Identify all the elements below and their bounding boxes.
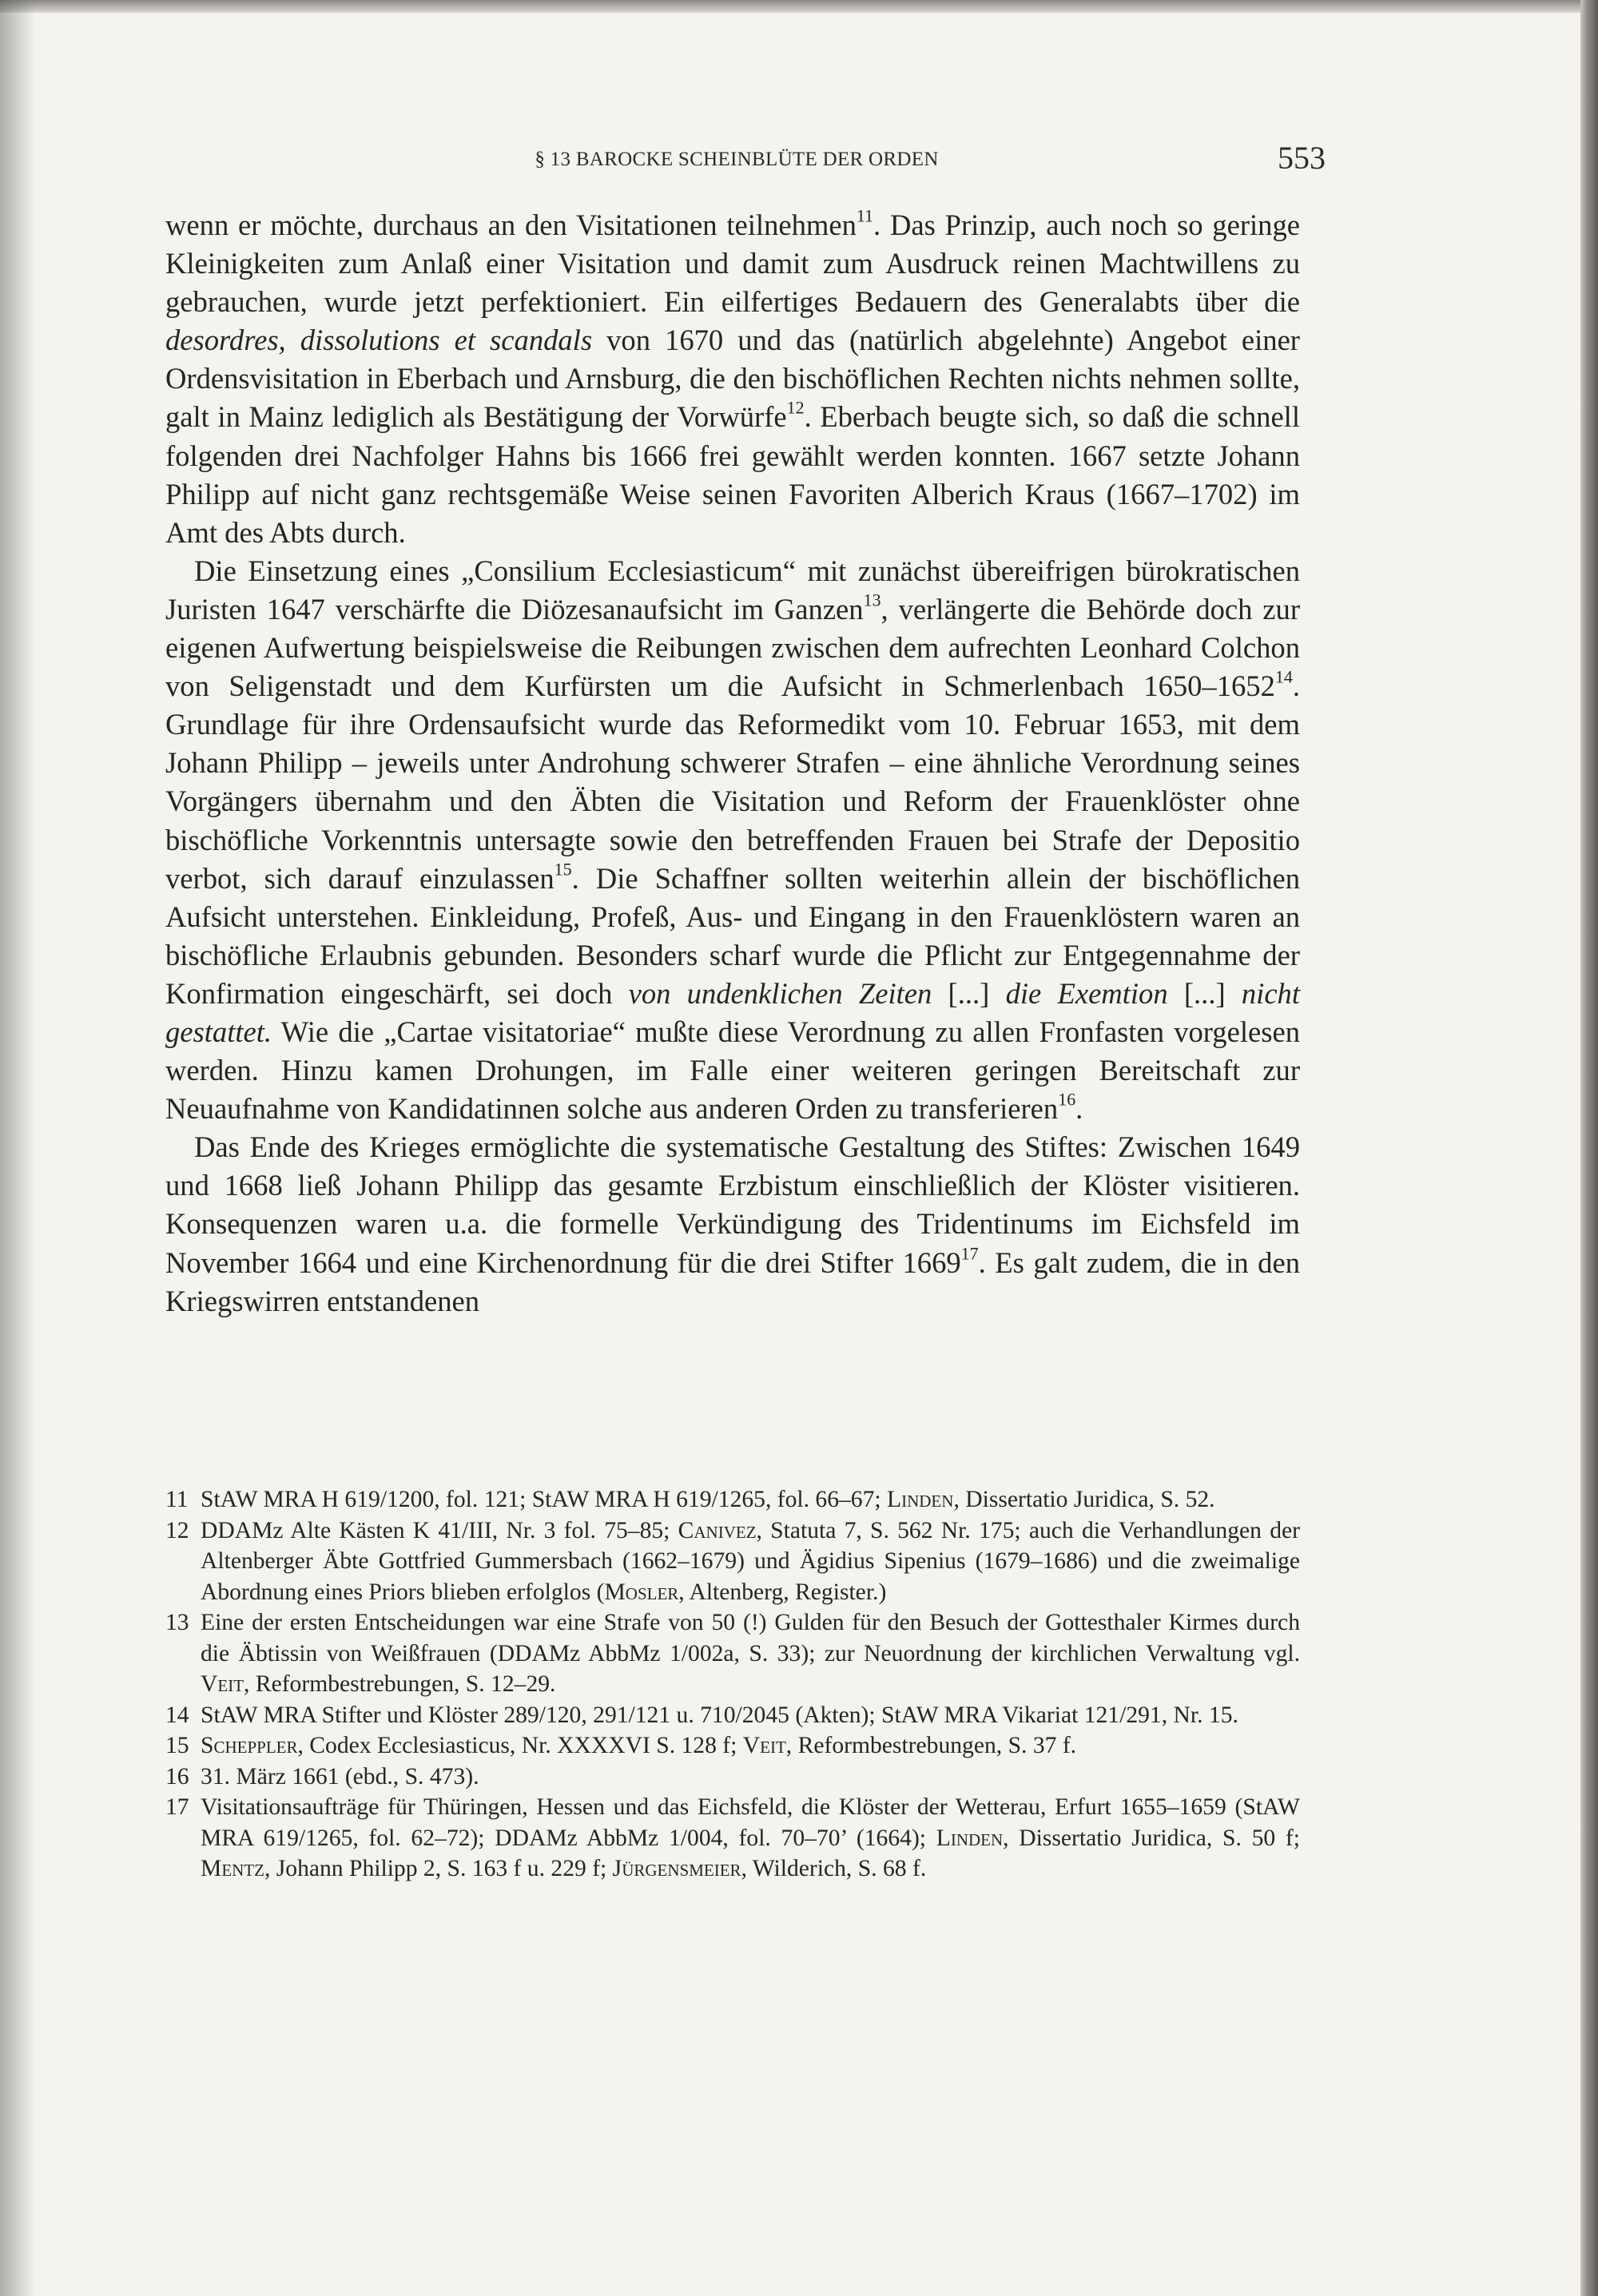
page-top-shadow [0, 0, 1580, 13]
footnote [165, 1700, 1300, 1731]
italic-quote: von undenklichen Zeiten [628, 976, 932, 1010]
footnote-number: 17 [165, 1794, 189, 1820]
footnote-reference: 15 [554, 859, 572, 880]
footnote-text: Scheppler, Codex Ecclesiasticus, Nr. XXXXVI S. 128 f; Veit, Reformbestrebungen, S. 37 f. [201, 1733, 1077, 1758]
body-text [165, 206, 1300, 1321]
footnote-text: DDAMz Alte Kästen K 41/III, Nr. 3 fol. 75–85; Canivez, Statuta 7, S. 562 Nr. 175; auch die Verhandlungen der Altenberger Äbte Gottfried Gummersbach (1662–1679) und Ägidius Sipenius (1679–1686) und die zweimalige Abordnung eines Priors blieben erfolglos (Mosler, Altenberg, Register.) [201, 1517, 1300, 1605]
footnote [165, 1484, 1300, 1515]
footnote-reference: 16 [1058, 1089, 1076, 1110]
author-name: Linden [887, 1487, 954, 1512]
footnote-number: 14 [165, 1702, 189, 1728]
footnote [165, 1792, 1300, 1885]
footnote-reference: 12 [786, 398, 805, 418]
spine-shadow [0, 0, 35, 2296]
footnote [165, 1762, 1300, 1793]
body-paragraph: wenn er möchte, durchaus an den Visitationen teilnehmen$^{11}$. Das Prinzip, auch noch so geringe Kleinigkeiten zum Anlaß einer Visitation und damit zum Ausdruck reinen Machtwillens zu gebrauchen, wurde jetzt perfektioniert. Ein eilfertiges Bedauern des Generalabts über die desordres, dissolutions et scandals von 1670 und das (natürlich abgelehnte) Angebot einer Ordensvisitation in Eberbach und Arnsburg, die den bischöflichen Rechten nichts nehmen sollte, galt in Mainz lediglich als Bestätigung der Vorwürfe$^{12}$. Eberbach beugte sich, so daß die schnell folgenden drei Nachfolger Hahns bis 1666 frei gewählt werden konnten. 1667 setzte Johann Philipp auf nicht ganz rechtsgemäße Weise seinen Favoriten Alberich Kraus (1667–1702) im Amt des Abts durch. [165, 205, 1301, 549]
footnote-text: StAW MRA Stifter und Klöster 289/120, 291/121 u. 710/2045 (Akten); StAW MRA Vikariat 121/291, Nr. 15. [201, 1702, 1238, 1728]
author-name: Scheppler [201, 1733, 298, 1758]
footnote-reference: 11 [856, 205, 874, 226]
footnote-reference: 13 [863, 590, 881, 610]
footnotes [165, 1484, 1300, 1885]
italic-quote: desordres, dissolutions et scandals [165, 324, 593, 357]
footnote-reference: 17 [960, 1243, 979, 1264]
footnote-number: 13 [165, 1610, 189, 1635]
author-name: Canivez [678, 1517, 757, 1543]
footnote-number: 16 [165, 1763, 189, 1790]
author-name: Veit [742, 1733, 786, 1758]
footnote-text: 31. März 1661 (ebd., S. 473). [201, 1763, 479, 1790]
running-head-title: § 13 BAROCKE SCHEINBLÜTE DER ORDEN [535, 149, 939, 170]
body-paragraph: Die Einsetzung eines „Consilium Ecclesiasticum“ mit zunächst übereifrigen bürokratischen Juristen 1647 verschärfte die Diözesanaufsicht im Ganzen$^{13}$, verlängerte die Behörde doch zur eigenen Aufwertung beispielsweise die Reibungen zwischen dem aufrechten Leonhard Colchon von Seligenstadt und dem Kurfürsten um die Aufsicht in Schmerlenbach 1650–1652$^{14}$. Grundlage für ihre Ordensaufsicht wurde das Reformedikt vom 10. Februar 1653, mit dem Johann Philipp – jeweils unter Androhung schwerer Strafen – eine ähnliche Verordnung seines Vorgängers übernahm und den Äbten die Visitation und Reform der Frauenklöster ohne bischöfliche Vorkenntnis untersagte sowie den betreffenden Frauen bei Strafe der Depositio verbot, sich darauf einzulassen$^{15}$. Die Schaffner sollten weiterhin allein der bischöflichen Aufsicht unterstehen. Einkleidung, Profeß, Aus- und Eingang in den Frauenklöstern waren an bischöfliche Erlaubnis gebunden. Besonders scharf wurde die Pflicht zur Entgegennahme der Konfirmation eingeschärft, sei doch von undenklichen Zeiten [...] die Exemtion [...] nicht gestattet. Wie die „Cartae visitatoriae“ mußte diese Verordnung zu allen Fronfasten vorgelesen werden. Hinzu kamen Drohungen, im Falle einer weiteren geringen Bereitschaft zur Neuaufnahme von Kandidatinnen solche aus anderen Orden zu transferieren$^{16}$. [165, 554, 1301, 1126]
running-head [165, 139, 1326, 187]
italic-quote: nicht gestattet. [165, 976, 1301, 1048]
footnote-number: 11 [165, 1487, 189, 1512]
body-paragraph: Das Ende des Krieges ermöglichte die systematische Gestaltung des Stiftes: Zwischen 1649 und 1668 ließ Johann Philipp das gesamte Erzbistum einschließlich der Klöster visitieren. Konsequenzen waren u.a. die formelle Verkündigung des Tridentinums im Eichsfeld im November 1664 und eine Kirchenordnung für die drei Stifter 1669$^{17}$. Es galt zudem, die in den Kriegswirren entstandenen [165, 1130, 1300, 1317]
author-name: Mosler [604, 1579, 679, 1605]
footnote-reference: 14 [1274, 666, 1293, 687]
author-name: Veit [201, 1671, 244, 1697]
author-name: Mentz [201, 1856, 264, 1881]
footnote-text: Visitationsaufträge für Thüringen, Hessen und das Eichsfeld, die Klöster der Wetterau, Erfurt 1655–1659 (StAW MRA 619/1265, fol. 62–72); DDAMz AbbMz 1/004, fol. 70–70’ (1664); Linden, Dissertatio Juridica, S. 50 f; Mentz, Johann Philipp 2, S. 163 f u. 229 f; Jürgensmeier, Wilderich, S. 68 f. [201, 1794, 1300, 1881]
author-name: Jürgensmeier [612, 1856, 741, 1881]
page-edge [1580, 0, 1598, 2296]
footnote-text: Eine der ersten Entscheidungen war eine Strafe von 50 (!) Gulden für den Besuch der Gottesthaler Kirmes durch die Äbtissin von Weißfrauen (DDAMz AbbMz 1/002a, S. 33); zur Neuordnung der kirchlichen Verwaltung vgl. Veit, Reformbestrebungen, S. 12–29. [201, 1610, 1300, 1697]
footnote-number: 15 [165, 1733, 189, 1758]
italic-quote: die Exemtion [1005, 976, 1168, 1010]
footnote [165, 1607, 1300, 1700]
footnote [165, 1515, 1300, 1608]
footnote-text: StAW MRA H 619/1200, fol. 121; StAW MRA H 619/1265, fol. 66–67; Linden, Dissertatio Juridica, S. 52. [201, 1487, 1215, 1512]
footnote-number: 12 [165, 1517, 189, 1543]
page-number: 553 [1278, 140, 1326, 176]
footnote [165, 1730, 1300, 1762]
author-name: Linden [936, 1825, 1004, 1851]
